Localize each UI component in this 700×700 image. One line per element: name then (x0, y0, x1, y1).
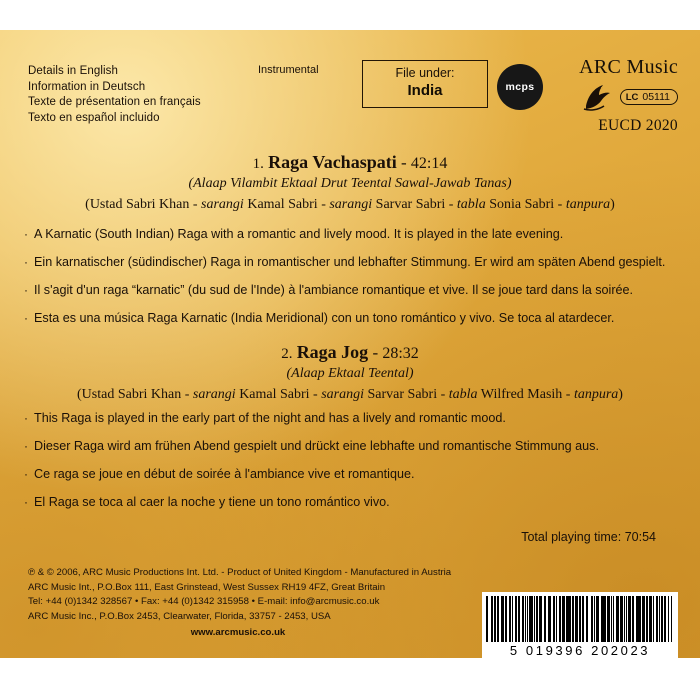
legal-line: ℗ & © 2006, ARC Music Productions Int. Ltd. - Product of United Kingdom - Manufactured in Austria (28, 567, 452, 578)
language-notes (28, 64, 201, 126)
legal-text (28, 566, 498, 641)
bird-logo-icon (580, 80, 614, 114)
description-text: Ein karnatischer (südindischer) Raga in romantischer und lebhafter Stimmung. Er wird am späten Abend gespielt. (34, 255, 666, 269)
track-dash: - (372, 343, 379, 362)
description-line (24, 254, 684, 270)
catalogue-number: EUCD 2020 (598, 117, 678, 134)
performer-part: Kamal Sabri - (243, 197, 330, 212)
performer-instrument: tabla (456, 197, 486, 212)
mcps-label: mcps (505, 81, 535, 93)
description-line (24, 494, 684, 510)
instrumental-label: Instrumental (258, 64, 319, 76)
performer-part: Sarvar Sabri - (372, 197, 457, 212)
performer-part: ) (618, 387, 623, 402)
file-under-box (362, 60, 488, 108)
barcode (482, 592, 678, 660)
performer-part: (Ustad Sabri Khan - (85, 197, 202, 212)
legal-line: ARC Music Int., P.O.Box 111, East Grinstead, West Sussex RH19 4FZ, Great Britain (28, 581, 386, 593)
performer-instrument: sarangi (201, 197, 244, 212)
description-text: Dieser Raga wird am frühen Abend gespielt und drückt eine lebhafte und romantische Stimmung aus. (34, 439, 599, 453)
bullet-icon: · (24, 411, 28, 425)
track-2-heading (0, 342, 700, 403)
lc-code-badge (620, 89, 678, 105)
description-text: Esta es una música Raga Karnatic (India Meridional) con un tono romántico y vivo. Se toca al atardecer. (34, 311, 615, 325)
track-1-descriptions (24, 226, 684, 338)
track-1-heading (0, 152, 700, 213)
track-performers (0, 387, 700, 403)
description-line (24, 282, 684, 298)
track-subtitle: (Alaap Ektaal Teental) (286, 366, 414, 381)
description-line (24, 310, 684, 326)
track-duration: 28:32 (382, 345, 419, 362)
mcps-badge-icon (497, 64, 543, 110)
language-note: Information in Deutsch (28, 80, 146, 93)
barcode-bars (486, 596, 674, 642)
track-number: 2. (281, 346, 293, 362)
bullet-icon: · (24, 255, 28, 269)
performer-part: ) (610, 197, 615, 212)
performer-instrument: sarangi (192, 387, 236, 402)
website-link[interactable]: www.arcmusic.co.uk (190, 627, 286, 638)
file-under-value: India (407, 82, 443, 99)
file-under-label: File under: (395, 66, 455, 80)
language-note: Texto en español incluido (28, 111, 160, 124)
lc-prefix: LC (625, 91, 639, 103)
description-line (24, 466, 684, 482)
bullet-icon: · (24, 227, 28, 241)
description-line (24, 410, 684, 426)
performer-instrument: tanpura (565, 197, 611, 212)
barcode-digits: 5 019396 202023 (509, 643, 651, 658)
description-text: This Raga is played in the early part of the night and has a lively and romantic mood. (34, 411, 506, 425)
description-line (24, 226, 684, 242)
performer-part: Wilfred Masih - (477, 387, 574, 402)
description-text: Il s'agit d'un raga “karnatic” (du sud de l'Inde) à l'ambiance romantique et vive. Il se joue tard dans la soirée. (34, 283, 634, 297)
performer-part: Sonia Sabri - (485, 197, 566, 212)
total-playing-time: Total playing time: 70:54 (521, 530, 656, 544)
performer-instrument: sarangi (329, 197, 373, 212)
lc-number: 05111 (642, 91, 670, 103)
performer-instrument: sarangi (321, 387, 365, 402)
performer-part: Sarvar Sabri - (364, 387, 449, 402)
description-text: El Raga se toca al caer la noche y tiene un tono romántico vivo. (34, 495, 390, 509)
description-text: Ce raga se joue en début de soirée à l'ambiance vive et romantique. (34, 467, 415, 481)
performer-part: Kamal Sabri - (235, 387, 322, 402)
legal-line: ARC Music Inc., P.O.Box 2453, Clearwater, Florida, 33757 - 2453, USA (28, 610, 331, 622)
performer-instrument: tabla (448, 387, 478, 402)
description-line (24, 438, 684, 454)
language-note: Texte de présentation en français (28, 96, 201, 108)
track-duration: 42:14 (410, 155, 448, 172)
track-performers (0, 197, 700, 213)
legal-line: Tel: +44 (0)1342 328567 • Fax: +44 (0)1342 315958 • E-mail: info@arcmusic.co.uk (28, 596, 380, 607)
track-2-descriptions (24, 410, 684, 522)
bullet-icon: · (24, 495, 28, 509)
label-name: ARC Music (579, 56, 678, 78)
bullet-icon: · (24, 283, 28, 297)
bullet-icon: · (24, 467, 28, 481)
language-note: Details in English (28, 65, 119, 77)
performer-instrument: tanpura (573, 387, 619, 402)
track-dash: - (400, 153, 407, 172)
performer-part: (Ustad Sabri Khan - (77, 387, 193, 402)
track-number: 1. (252, 156, 264, 172)
cd-back-cover (0, 30, 700, 658)
track-title: Raga Jog (296, 342, 369, 362)
bullet-icon: · (24, 311, 28, 325)
description-text: A Karnatic (South Indian) Raga with a romantic and lively mood. It is played in the late evening. (34, 227, 564, 241)
bullet-icon: · (24, 439, 28, 453)
arc-music-logo (538, 56, 678, 135)
track-title: Raga Vachaspati (268, 152, 397, 172)
track-subtitle: (Alaap Vilambit Ektaal Drut Teental Sawal-Jawab Tanas) (188, 176, 512, 191)
